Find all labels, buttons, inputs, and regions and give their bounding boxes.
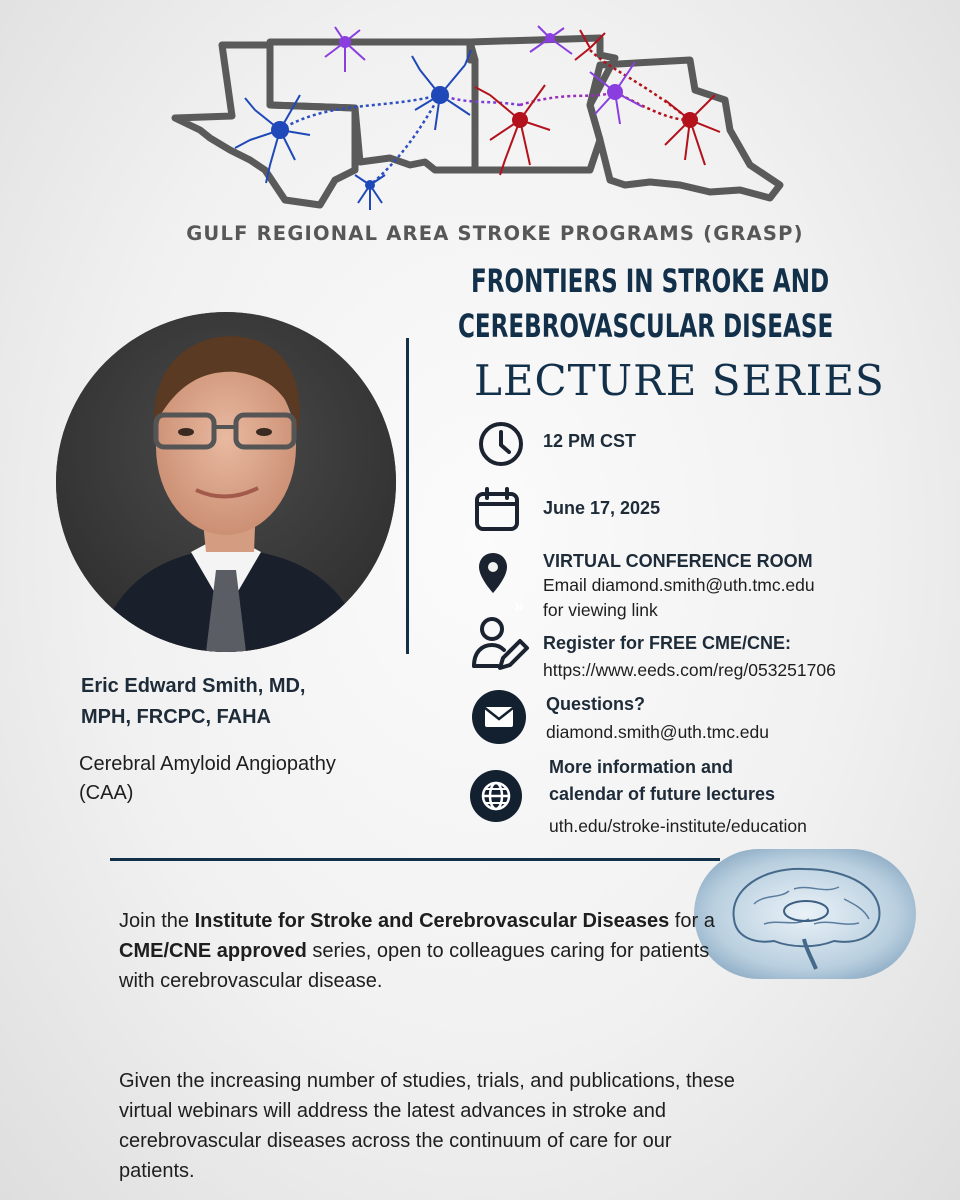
location-pin-icon	[478, 551, 508, 595]
talk-title	[79, 750, 409, 808]
user-edit-icon	[470, 614, 530, 674]
horizontal-divider	[110, 858, 720, 861]
institute-name: Institute for Stroke and Cerebrovascular Diseases	[194, 910, 670, 932]
grasp-map-logo	[170, 20, 790, 220]
description-paragraph-1	[119, 906, 739, 996]
cme-approved: CME/CNE approved	[119, 940, 307, 962]
talk-title-line-1: Cerebral Amyloid Angiopathy	[79, 753, 336, 775]
title-line-1: FRONTIERS IN STROKE AND	[471, 262, 830, 300]
event-time: 12 PM CST	[543, 431, 637, 451]
org-name: GULF REGIONAL AREA STROKE PROGRAMS (GRASP)	[186, 222, 804, 245]
questions-title: Questions?	[546, 694, 646, 714]
register-link[interactable]: https://www.eeds.com/reg/053251706	[543, 660, 836, 680]
location-note: for viewing link	[543, 600, 658, 620]
speaker-name-line-2: MPH, FRCPC, FAHA	[81, 706, 271, 728]
location-title: VIRTUAL CONFERENCE ROOM	[543, 551, 813, 571]
more-info-line-2: calendar of future lectures	[549, 784, 776, 804]
clock-icon	[478, 421, 524, 467]
title-line-3: LECTURE SERIES	[474, 356, 885, 405]
register-title: Register for FREE CME/CNE:	[543, 633, 792, 653]
speaker-photo	[56, 312, 396, 652]
vertical-divider	[406, 338, 409, 654]
calendar-icon	[474, 486, 520, 532]
talk-title-line-2: (CAA)	[79, 782, 134, 804]
desc-text-1: Join the	[119, 910, 195, 932]
description-paragraph-2: Given the increasing number of studies, trials, and publications, these virtual webinars will address the latest advances in stroke and cerebrovascular diseases across the continuum of care for our patients.	[119, 1070, 735, 1182]
globe-icon	[470, 770, 522, 822]
speaker-name	[81, 671, 381, 733]
speaker-name-line-1: Eric Edward Smith, MD,	[81, 675, 306, 697]
more-info-line-1: More information and	[549, 757, 733, 777]
desc-text-3: series, open to colleagues caring for patients with cerebrovascular disease.	[119, 940, 710, 992]
chevron-right-icon: »	[514, 596, 525, 616]
more-info-link[interactable]: uth.edu/stroke-institute/education	[549, 816, 807, 836]
event-date: June 17, 2025	[543, 498, 661, 518]
mail-icon	[472, 690, 526, 744]
title-line-2: CEREBROVASCULAR DISEASE	[458, 307, 834, 345]
questions-email[interactable]: diamond.smith@uth.tmc.edu	[546, 722, 770, 742]
location-email[interactable]: Email diamond.smith@uth.tmc.edu	[543, 575, 815, 595]
desc-text-2: for a	[669, 910, 715, 932]
